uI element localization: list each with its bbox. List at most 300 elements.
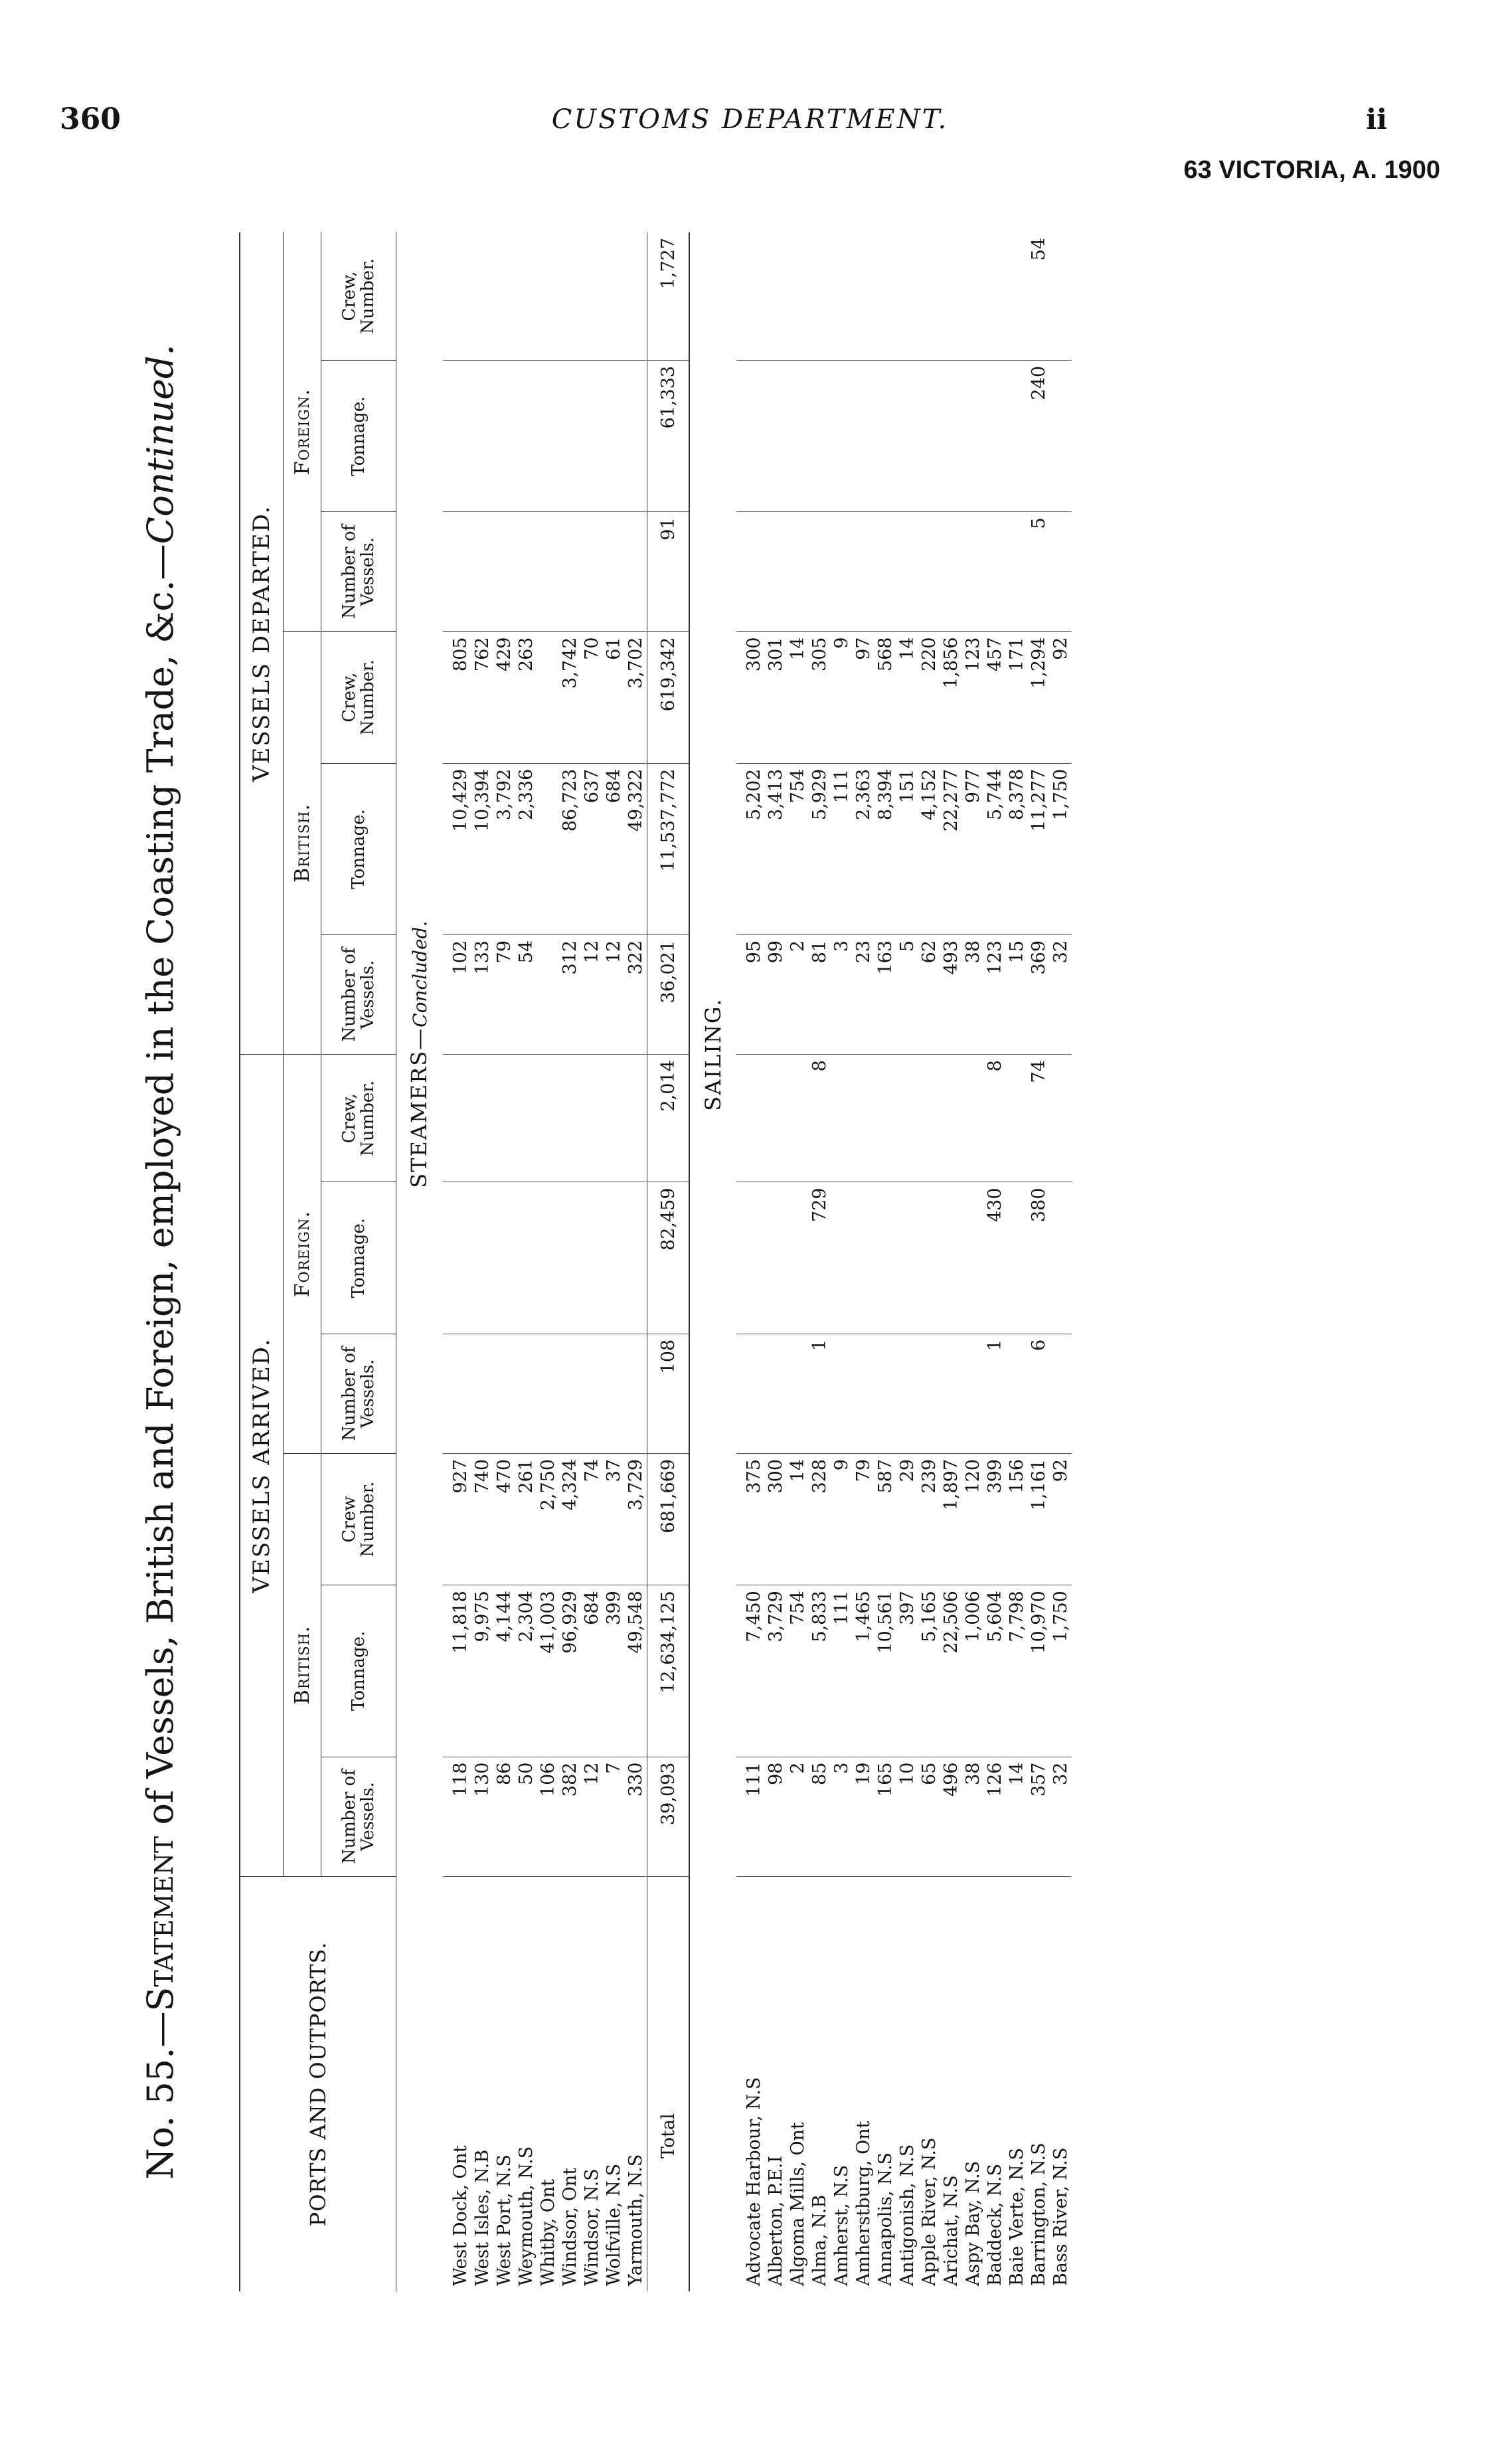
cell-a-b-v: 32 xyxy=(1050,1757,1072,1876)
cell-a-b-v: 19 xyxy=(853,1757,875,1876)
cell-d-f-t xyxy=(736,360,765,511)
cell-a-b-t: 4,144 xyxy=(493,1585,515,1757)
cell-d-b-t: 2,363 xyxy=(853,763,875,934)
cell-d-f-c xyxy=(603,232,625,360)
cell-d-f-v xyxy=(918,512,940,632)
cell-a-b-v: 106 xyxy=(537,1757,559,1876)
table-row xyxy=(984,232,1006,2291)
cell-d-b-c xyxy=(537,632,559,763)
cell-a-f-c xyxy=(559,1055,581,1182)
cell-d-f-t xyxy=(831,360,853,511)
cell-d-b-t: 3,413 xyxy=(765,763,787,934)
cell-a-f-v xyxy=(831,1334,853,1453)
cell-a-b-c: 681,669 xyxy=(647,1453,690,1585)
table-row xyxy=(1006,232,1028,2291)
cell-d-b-c: 429 xyxy=(493,632,515,763)
cell-a-f-t xyxy=(603,1182,625,1334)
col-crew: Crew Number. xyxy=(321,1453,396,1585)
cell-d-f-v xyxy=(765,512,787,632)
cell-a-b-c: 375 xyxy=(736,1453,765,1585)
cell-a-f-c: 74 xyxy=(1028,1055,1050,1182)
cell-a-b-v: 130 xyxy=(471,1757,493,1876)
cell-d-b-t: 1,750 xyxy=(1050,763,1072,934)
cell-a-f-t xyxy=(1006,1182,1028,1334)
cell-d-b-v: 163 xyxy=(875,934,896,1054)
cell-a-b-t: 5,604 xyxy=(984,1585,1006,1757)
cell-d-b-v: 369 xyxy=(1028,934,1050,1054)
col-crew: Crew, Number. xyxy=(321,632,396,763)
port-name: Wolfville, N.S xyxy=(604,2163,624,2286)
cell-d-b-v: 12 xyxy=(603,934,625,1054)
cell-a-f-v: 1 xyxy=(984,1334,1006,1453)
cell-d-b-v: 99 xyxy=(765,934,787,1054)
cell-a-f-t xyxy=(736,1182,765,1334)
cell-a-f-c xyxy=(515,1055,537,1182)
cell-d-f-t xyxy=(853,360,875,511)
cell-d-f-v xyxy=(896,512,918,632)
col-tonnage: Tonnage. xyxy=(321,1585,396,1757)
cell-a-b-c: 14 xyxy=(787,1453,809,1585)
port-name: Baddeck, N.S xyxy=(985,2163,1005,2286)
cell-d-b-v: 123 xyxy=(984,934,1006,1054)
table-row xyxy=(962,232,984,2291)
cell-a-b-v: 85 xyxy=(809,1757,831,1876)
table-row xyxy=(940,232,962,2291)
port-name: Apple River, N.S xyxy=(919,2137,940,2286)
cell-a-f-t: 380 xyxy=(1028,1182,1050,1334)
cell-d-f-v xyxy=(736,512,765,632)
cell-d-b-c: 301 xyxy=(765,632,787,763)
table-row xyxy=(918,232,940,2291)
cell-d-b-v: 5 xyxy=(896,934,918,1054)
rotated-table-page xyxy=(139,232,1401,2291)
cell-d-f-v xyxy=(984,512,1006,632)
cell-d-f-v: 5 xyxy=(1028,512,1050,632)
cell-d-f-c xyxy=(493,232,515,360)
cell-a-f-v xyxy=(537,1334,559,1453)
col-vessels: Number of Vessels. xyxy=(321,512,396,632)
cell-d-b-t xyxy=(537,763,559,934)
cell-d-b-t: 11,537,772 xyxy=(647,763,690,934)
cell-d-f-v xyxy=(581,512,603,632)
cell-a-f-v xyxy=(1050,1334,1072,1453)
cell-d-f-t xyxy=(940,360,962,511)
cell-d-f-t xyxy=(1006,360,1028,511)
cell-a-f-c: 8 xyxy=(984,1055,1006,1182)
cell-d-f-v xyxy=(537,512,559,632)
cell-a-f-c xyxy=(443,1055,471,1182)
cell-d-b-t: 49,322 xyxy=(625,763,647,934)
cell-a-f-c xyxy=(962,1055,984,1182)
table-row xyxy=(581,232,603,2291)
cell-a-b-c: 470 xyxy=(493,1453,515,1585)
cell-a-b-v: 38 xyxy=(962,1757,984,1876)
cell-d-f-v xyxy=(787,512,809,632)
port-name: West Isles, N.B xyxy=(472,2149,493,2286)
cell-a-b-t: 399 xyxy=(603,1585,625,1757)
cell-d-b-v: 95 xyxy=(736,934,765,1054)
cell-a-f-v xyxy=(853,1334,875,1453)
table-row xyxy=(1028,232,1050,2291)
table-row xyxy=(537,232,559,2291)
cell-d-b-v: 133 xyxy=(471,934,493,1054)
cell-a-f-v: 6 xyxy=(1028,1334,1050,1453)
cell-d-b-t: 8,378 xyxy=(1006,763,1028,934)
cell-a-f-t: 82,459 xyxy=(647,1182,690,1334)
cell-d-f-c: 54 xyxy=(1028,232,1050,360)
cell-a-b-c: 261 xyxy=(515,1453,537,1585)
cell-a-b-t: 1,465 xyxy=(853,1585,875,1757)
cell-d-f-c xyxy=(581,232,603,360)
col-crew: Crew, Number. xyxy=(321,1055,396,1182)
arrived-british-header: British. xyxy=(284,1453,321,1876)
cell-a-b-v: 10 xyxy=(896,1757,918,1876)
cell-d-b-v: 23 xyxy=(853,934,875,1054)
cell-d-f-t xyxy=(603,360,625,511)
cell-d-b-c: 14 xyxy=(896,632,918,763)
cell-a-b-t: 684 xyxy=(581,1585,603,1757)
cell-a-f-t xyxy=(787,1182,809,1334)
cell-a-b-t: 5,165 xyxy=(918,1585,940,1757)
cell-a-b-t: 10,970 xyxy=(1028,1585,1050,1757)
cell-d-b-c: 220 xyxy=(918,632,940,763)
cell-a-f-c xyxy=(537,1055,559,1182)
title-continued: Continued. xyxy=(139,344,181,545)
cell-d-f-t xyxy=(809,360,831,511)
cell-d-b-t: 2,336 xyxy=(515,763,537,934)
cell-d-f-v xyxy=(515,512,537,632)
cell-d-f-v xyxy=(471,512,493,632)
running-head: CUSTOMS DEPARTMENT. xyxy=(551,104,949,135)
col-vessels: Number of Vessels. xyxy=(321,1334,396,1453)
cell-a-f-c xyxy=(603,1055,625,1182)
cell-d-b-v: 2 xyxy=(787,934,809,1054)
cell-a-b-t: 397 xyxy=(896,1585,918,1757)
col-tonnage: Tonnage. xyxy=(321,1182,396,1334)
cell-d-b-v xyxy=(537,934,559,1054)
cell-a-b-v: 98 xyxy=(765,1757,787,1876)
cell-a-f-t: 430 xyxy=(984,1182,1006,1334)
cell-a-f-t xyxy=(962,1182,984,1334)
cell-a-b-t: 11,818 xyxy=(443,1585,471,1757)
cell-d-b-v: 79 xyxy=(493,934,515,1054)
cell-d-f-t xyxy=(443,360,471,511)
cell-d-b-v: 15 xyxy=(1006,934,1028,1054)
cell-d-b-v: 54 xyxy=(515,934,537,1054)
cell-a-b-t: 49,548 xyxy=(625,1585,647,1757)
cell-a-b-t: 7,450 xyxy=(736,1585,765,1757)
cell-d-f-c xyxy=(736,232,765,360)
cell-a-f-v xyxy=(896,1334,918,1453)
table-row xyxy=(471,232,493,2291)
cell-d-f-v xyxy=(853,512,875,632)
cell-d-f-c xyxy=(853,232,875,360)
cell-d-f-t: 240 xyxy=(1028,360,1050,511)
cell-a-f-t xyxy=(493,1182,515,1334)
cell-d-b-v: 38 xyxy=(962,934,984,1054)
cell-a-b-v: 382 xyxy=(559,1757,581,1876)
table-title xyxy=(139,232,181,2291)
cell-a-b-c: 328 xyxy=(809,1453,831,1585)
port-name: West Port, N.S xyxy=(494,2154,515,2286)
port-name: Annapolis, N.S xyxy=(875,2152,896,2286)
cell-a-f-t xyxy=(559,1182,581,1334)
cell-a-b-v: 118 xyxy=(443,1757,471,1876)
cell-d-f-c xyxy=(471,232,493,360)
port-name: Whitby, Ont xyxy=(538,2178,558,2286)
cell-d-f-t xyxy=(765,360,787,511)
cell-a-f-c xyxy=(765,1055,787,1182)
cell-a-f-c: 2,014 xyxy=(647,1055,690,1182)
cell-a-f-c: 8 xyxy=(809,1055,831,1182)
port-name: Alberton, P.E.I xyxy=(766,2155,786,2286)
cell-a-f-c xyxy=(853,1055,875,1182)
cell-d-b-t: 5,744 xyxy=(984,763,1006,934)
cell-d-f-v xyxy=(559,512,581,632)
cell-a-b-c: 37 xyxy=(603,1453,625,1585)
cell-a-b-c: 3,729 xyxy=(625,1453,647,1585)
cell-a-f-v xyxy=(940,1334,962,1453)
cell-a-f-t xyxy=(1050,1182,1072,1334)
cell-a-f-c xyxy=(581,1055,603,1182)
sailing-heading-row xyxy=(689,232,736,2291)
cell-d-b-c: 457 xyxy=(984,632,1006,763)
port-name: Yarmouth, N.S xyxy=(625,2154,646,2286)
cell-a-b-c: 300 xyxy=(765,1453,787,1585)
cell-a-f-c xyxy=(1006,1055,1028,1182)
cell-a-f-v: 108 xyxy=(647,1334,690,1453)
cell-a-f-c xyxy=(787,1055,809,1182)
cell-d-f-c xyxy=(443,232,471,360)
table-row xyxy=(809,232,831,2291)
cell-a-f-t xyxy=(765,1182,787,1334)
cell-a-b-v: 39,093 xyxy=(647,1757,690,1876)
cell-a-f-c xyxy=(471,1055,493,1182)
cell-d-b-c: 14 xyxy=(787,632,809,763)
cell-a-b-t: 41,003 xyxy=(537,1585,559,1757)
cell-d-b-t: 3,792 xyxy=(493,763,515,934)
cell-d-f-v xyxy=(831,512,853,632)
cell-d-b-v: 81 xyxy=(809,934,831,1054)
col-tonnage: Tonnage. xyxy=(321,763,396,934)
cell-a-f-v: 1 xyxy=(809,1334,831,1453)
cell-d-f-t xyxy=(537,360,559,511)
cell-a-f-t xyxy=(853,1182,875,1334)
port-name: Windsor, Ont xyxy=(560,2167,580,2286)
cell-a-f-t xyxy=(940,1182,962,1334)
cell-a-f-v xyxy=(471,1334,493,1453)
col-crew: Crew, Number. xyxy=(321,232,396,360)
cell-a-f-c xyxy=(918,1055,940,1182)
cell-d-f-t: 61,333 xyxy=(647,360,690,511)
cell-d-f-c xyxy=(896,232,918,360)
cell-a-b-v: 50 xyxy=(515,1757,537,1876)
cell-d-b-c: 568 xyxy=(875,632,896,763)
table-row xyxy=(625,232,647,2291)
cell-a-b-t: 3,729 xyxy=(765,1585,787,1757)
cell-a-b-c: 4,324 xyxy=(559,1453,581,1585)
cell-d-b-v: 312 xyxy=(559,934,581,1054)
cell-d-f-t xyxy=(493,360,515,511)
departed-foreign-header: Foreign. xyxy=(284,232,321,632)
cell-a-b-c: 74 xyxy=(581,1453,603,1585)
cell-a-b-t: 7,798 xyxy=(1006,1585,1028,1757)
port-name: West Dock, Ont xyxy=(450,2145,471,2286)
cell-d-f-v xyxy=(603,512,625,632)
table-row xyxy=(787,232,809,2291)
cell-d-f-v xyxy=(809,512,831,632)
cell-a-b-t: 1,006 xyxy=(962,1585,984,1757)
cell-d-b-c: 97 xyxy=(853,632,875,763)
cell-a-f-v xyxy=(875,1334,896,1453)
cell-d-f-c xyxy=(559,232,581,360)
cell-a-b-c: 927 xyxy=(443,1453,471,1585)
cell-d-b-v: 62 xyxy=(918,934,940,1054)
cell-d-b-c: 1,294 xyxy=(1028,632,1050,763)
cell-a-f-t xyxy=(896,1182,918,1334)
cell-d-b-c: 305 xyxy=(809,632,831,763)
cell-d-b-c: 92 xyxy=(1050,632,1072,763)
table-row xyxy=(896,232,918,2291)
cell-d-b-c: 9 xyxy=(831,632,853,763)
cell-a-b-c: 120 xyxy=(962,1453,984,1585)
cell-d-b-t: 10,394 xyxy=(471,763,493,934)
cell-d-f-t xyxy=(984,360,1006,511)
cell-d-f-t xyxy=(581,360,603,511)
total-label: Total xyxy=(647,1876,690,2291)
title-prefix: No. 55.— xyxy=(139,2011,181,2180)
cell-a-b-c: 156 xyxy=(1006,1453,1028,1585)
steamers-section xyxy=(396,232,647,2291)
section-number: ii xyxy=(1366,103,1387,135)
port-name: Windsor, N.S xyxy=(582,2168,602,2286)
cell-a-f-c xyxy=(625,1055,647,1182)
cell-a-b-t: 754 xyxy=(787,1585,809,1757)
table-row xyxy=(853,232,875,2291)
cell-d-b-c: 1,856 xyxy=(940,632,962,763)
title-statement: Statement xyxy=(139,1836,181,2012)
cell-d-b-v: 12 xyxy=(581,934,603,1054)
cell-a-f-v xyxy=(787,1334,809,1453)
cell-a-b-v: 12 xyxy=(581,1757,603,1876)
cell-d-f-c xyxy=(984,232,1006,360)
cell-d-f-v xyxy=(493,512,515,632)
cell-d-f-c xyxy=(625,232,647,360)
cell-a-f-c xyxy=(493,1055,515,1182)
cell-a-f-t xyxy=(625,1182,647,1334)
departed-british-header: British. xyxy=(284,632,321,1055)
cell-a-f-v xyxy=(493,1334,515,1453)
table-row xyxy=(515,232,537,2291)
cell-d-f-v xyxy=(1050,512,1072,632)
cell-d-b-v: 102 xyxy=(443,934,471,1054)
cell-a-f-c xyxy=(736,1055,765,1182)
arrived-header: VESSELS ARRIVED. xyxy=(240,1055,284,1877)
cell-a-b-t: 22,506 xyxy=(940,1585,962,1757)
cell-d-b-t: 5,929 xyxy=(809,763,831,934)
cell-a-f-t xyxy=(471,1182,493,1334)
cell-d-b-v: 3 xyxy=(831,934,853,1054)
cell-d-f-c xyxy=(875,232,896,360)
cell-d-b-t: 11,277 xyxy=(1028,763,1050,934)
cell-d-b-t: 22,277 xyxy=(940,763,962,934)
table-row xyxy=(1050,232,1072,2291)
cell-a-b-v: 330 xyxy=(625,1757,647,1876)
cell-a-b-c: 239 xyxy=(918,1453,940,1585)
cell-d-f-v xyxy=(1006,512,1028,632)
cell-d-b-t: 86,723 xyxy=(559,763,581,934)
table-row xyxy=(831,232,853,2291)
cell-d-f-v xyxy=(962,512,984,632)
cell-d-f-v xyxy=(625,512,647,632)
cell-d-f-c xyxy=(1006,232,1028,360)
cell-a-f-t xyxy=(515,1182,537,1334)
total-section xyxy=(647,232,690,2291)
title-rest: of Vessels, British and Foreign, employed in the Coasting Trade, &c.— xyxy=(139,544,181,1836)
cell-a-b-c: 79 xyxy=(853,1453,875,1585)
cell-d-b-t: 8,394 xyxy=(875,763,896,934)
cell-d-f-t xyxy=(787,360,809,511)
cell-a-b-c: 1,897 xyxy=(940,1453,962,1585)
cell-d-b-t: 977 xyxy=(962,763,984,934)
cell-d-f-v xyxy=(940,512,962,632)
cell-a-b-t: 2,304 xyxy=(515,1585,537,1757)
table-row xyxy=(875,232,896,2291)
table-row xyxy=(765,232,787,2291)
cell-d-f-t xyxy=(962,360,984,511)
cell-a-f-c xyxy=(940,1055,962,1182)
table-row xyxy=(493,232,515,2291)
cell-d-b-t: 151 xyxy=(896,763,918,934)
cell-a-f-t xyxy=(831,1182,853,1334)
cell-a-f-v xyxy=(918,1334,940,1453)
port-name: Weymouth, N.S xyxy=(516,2146,537,2286)
cell-a-b-c: 2,750 xyxy=(537,1453,559,1585)
cell-a-f-v xyxy=(736,1334,765,1453)
cell-a-b-c: 740 xyxy=(471,1453,493,1585)
steamers-heading: STEAMERS—Concluded. xyxy=(406,921,432,1188)
cell-a-b-t: 5,833 xyxy=(809,1585,831,1757)
table-row xyxy=(603,232,625,2291)
cell-a-f-v xyxy=(1006,1334,1028,1453)
cell-a-f-v xyxy=(603,1334,625,1453)
steamers-heading-row xyxy=(396,232,444,2291)
cell-d-b-c: 3,702 xyxy=(625,632,647,763)
cell-a-f-c xyxy=(896,1055,918,1182)
cell-d-b-v: 32 xyxy=(1050,934,1072,1054)
cell-a-b-v: 65 xyxy=(918,1757,940,1876)
cell-d-b-v: 322 xyxy=(625,934,647,1054)
port-name: Advocate Harbour, N.S xyxy=(744,2077,764,2286)
cell-d-f-t xyxy=(875,360,896,511)
cell-d-b-c: 762 xyxy=(471,632,493,763)
cell-a-b-c: 587 xyxy=(875,1453,896,1585)
cell-d-b-c: 805 xyxy=(443,632,471,763)
cell-a-b-v: 14 xyxy=(1006,1757,1028,1876)
cell-a-b-c: 399 xyxy=(984,1453,1006,1585)
col-tonnage: Tonnage. xyxy=(321,360,396,511)
departed-header: VESSELS DEPARTED. xyxy=(240,232,284,1055)
cell-a-b-t: 9,975 xyxy=(471,1585,493,1757)
cell-a-b-c: 9 xyxy=(831,1453,853,1585)
cell-d-f-v xyxy=(875,512,896,632)
cell-d-f-t xyxy=(515,360,537,511)
cell-d-f-c xyxy=(940,232,962,360)
cell-a-f-t: 729 xyxy=(809,1182,831,1334)
page-number: 360 xyxy=(60,102,121,136)
cell-d-f-c xyxy=(537,232,559,360)
cell-a-f-t xyxy=(443,1182,471,1334)
